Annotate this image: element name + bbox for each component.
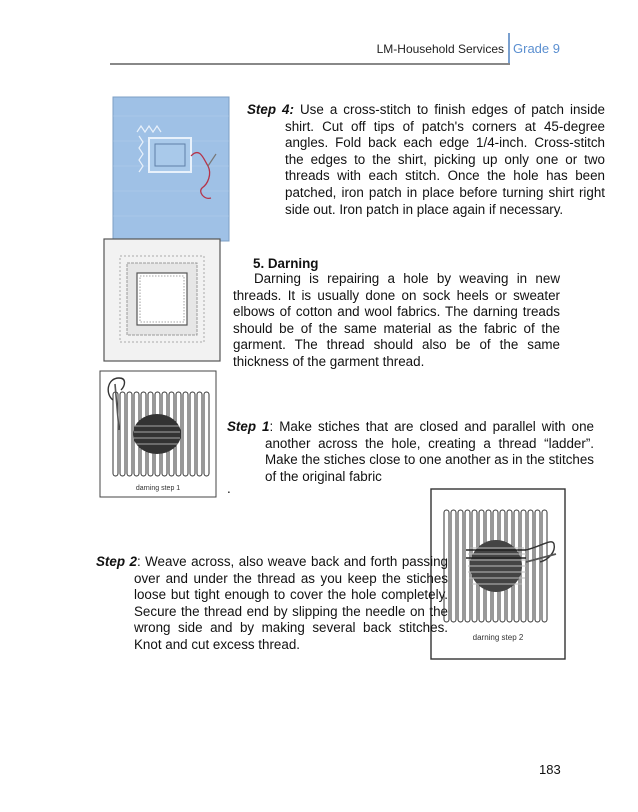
step2-label: Step 2 bbox=[96, 554, 137, 569]
darning-step2-caption: darning step 2 bbox=[472, 633, 524, 642]
step4-text: Use a cross-stitch to finish edges of patch inside shirt. Cut off tips of patch's corners at 45-degree angles. Fold back each edge 1/4-inch. Cross-stitch the edges to the shirt, picking up only one or two threads with each stitch. Once the hole has been patched, iron patch in place before turning shirt right side out. Iron patch in place again if necessary. bbox=[285, 102, 605, 217]
patch-cross-stitch-figure bbox=[112, 96, 230, 242]
header-rule bbox=[110, 63, 510, 65]
module-title: LM-Household Services bbox=[376, 42, 504, 56]
step2-paragraph bbox=[96, 554, 448, 656]
step4-label: Step 4: bbox=[247, 102, 294, 117]
header-divider bbox=[508, 33, 510, 63]
darning-heading: 5. Darning bbox=[253, 256, 319, 271]
grade-label: Grade 9 bbox=[513, 41, 560, 56]
step1-label: Step 1 bbox=[227, 419, 270, 434]
darning-step1-figure bbox=[99, 370, 217, 498]
darning-step1-caption: darning step 1 bbox=[135, 485, 181, 492]
step1-text: : Make stiches that are closed and parallel with one another across the hole, creating a thread “ladder”. Make the stiches close to one another as in the stitches of the original fabric bbox=[265, 419, 594, 484]
darning-fabric-figure bbox=[103, 238, 221, 362]
darning-step2-figure bbox=[430, 488, 566, 660]
step1-paragraph bbox=[227, 419, 594, 485]
page-number: 183 bbox=[539, 762, 561, 777]
darning-paragraph: Darning is repairing a hole by weaving in new threads. It is usually done on sock heels or sweater elbows of cotton and wool fabrics. The darning treads should be of the same material as the fabric of the garment. The thread should also be of the same thickness of the garment thread. bbox=[233, 271, 560, 369]
step1-trailing-period: . bbox=[227, 481, 231, 496]
step2-text: : Weave across, also weave back and forth passing over and under the thread as you keep the stiches loose but tight enough to cover the hole completely. Secure the thread end by slipping the needle on the wrong side and by making several back stitches. Knot and cut excess thread. bbox=[134, 554, 448, 652]
step4-paragraph bbox=[247, 102, 605, 218]
